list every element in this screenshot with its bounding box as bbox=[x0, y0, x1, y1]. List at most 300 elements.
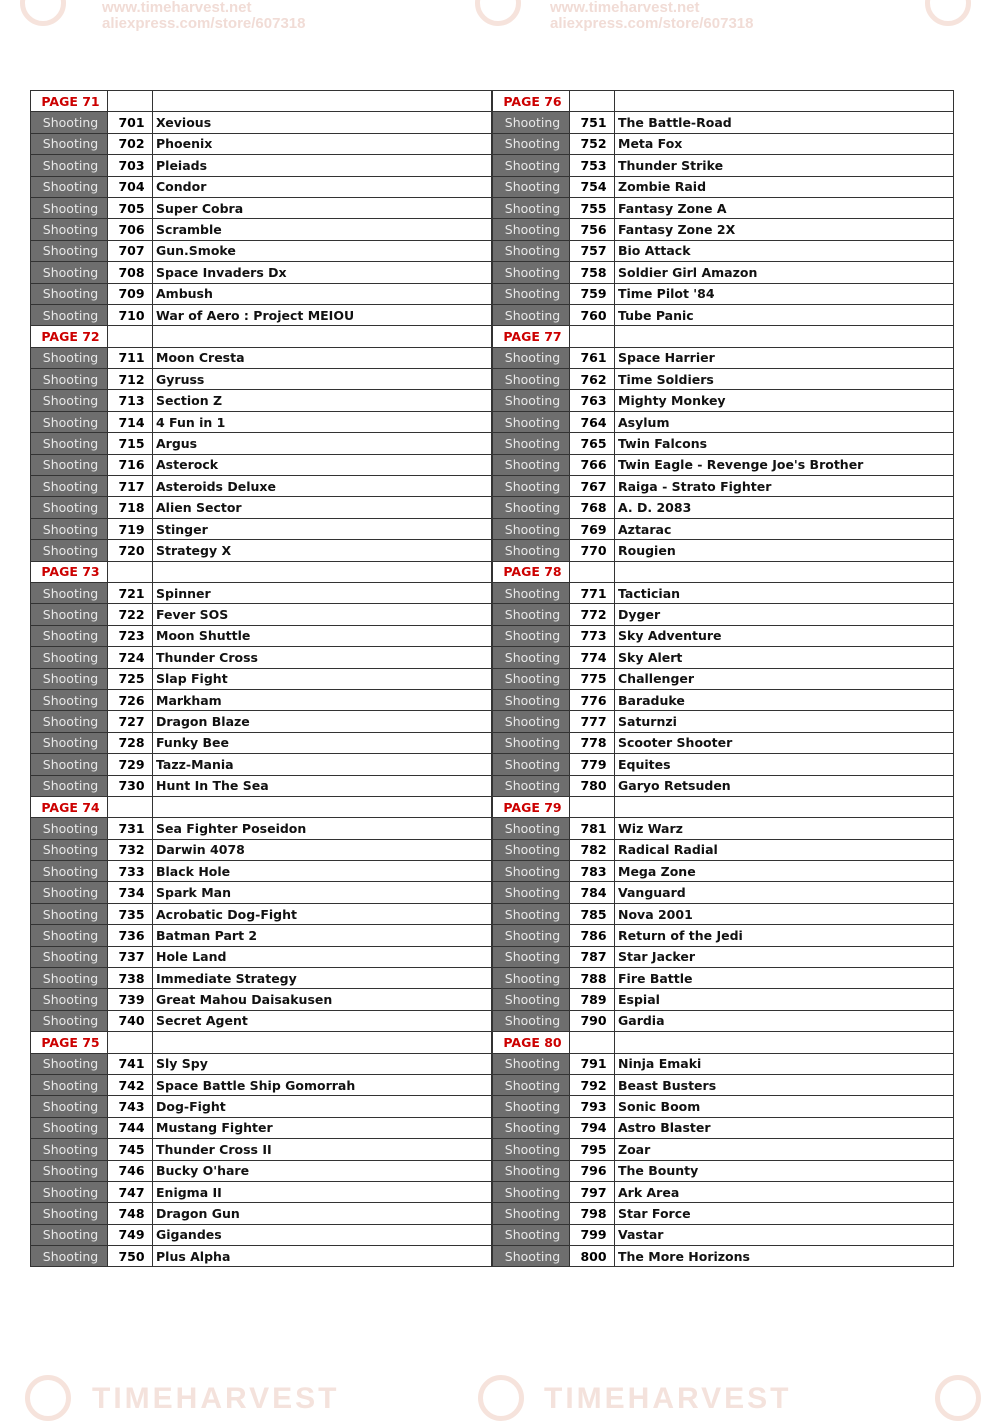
category-cell: Shooting bbox=[31, 1010, 108, 1031]
game-number: 734 bbox=[108, 882, 153, 903]
table-row bbox=[31, 989, 492, 1010]
game-title: Thunder Cross II bbox=[153, 1139, 492, 1160]
empty-cell bbox=[108, 796, 153, 817]
game-title: Xevious bbox=[153, 112, 492, 133]
game-number: 795 bbox=[570, 1139, 615, 1160]
category-cell: Shooting bbox=[31, 754, 108, 775]
table-row bbox=[493, 240, 954, 261]
page-label: PAGE 72 bbox=[31, 326, 108, 347]
game-number: 716 bbox=[108, 454, 153, 475]
game-title: Radical Radial bbox=[615, 839, 954, 860]
category-cell: Shooting bbox=[31, 176, 108, 197]
table-row bbox=[31, 390, 492, 411]
category-cell: Shooting bbox=[493, 968, 570, 989]
table-row bbox=[31, 775, 492, 796]
game-number: 717 bbox=[108, 476, 153, 497]
game-title: Baraduke bbox=[615, 689, 954, 710]
game-number: 776 bbox=[570, 689, 615, 710]
game-title: Condor bbox=[153, 176, 492, 197]
game-title: Mighty Monkey bbox=[615, 390, 954, 411]
table-row bbox=[31, 454, 492, 475]
watermark-url: www.timeharvest.net aliexpress.com/store/607318 bbox=[550, 0, 754, 32]
table-row bbox=[493, 476, 954, 497]
game-title: Darwin 4078 bbox=[153, 839, 492, 860]
table-row bbox=[31, 1160, 492, 1181]
game-number: 745 bbox=[108, 1139, 153, 1160]
game-list-container bbox=[30, 90, 954, 1267]
game-number: 759 bbox=[570, 283, 615, 304]
table-row bbox=[493, 818, 954, 839]
game-title: Gun.Smoke bbox=[153, 240, 492, 261]
table-row bbox=[31, 347, 492, 368]
game-number: 721 bbox=[108, 582, 153, 603]
game-number: 783 bbox=[570, 861, 615, 882]
game-number: 758 bbox=[570, 262, 615, 283]
table-row bbox=[31, 732, 492, 753]
game-title: Spinner bbox=[153, 582, 492, 603]
category-cell: Shooting bbox=[31, 839, 108, 860]
game-title: Thunder Cross bbox=[153, 647, 492, 668]
game-title: Time Pilot '84 bbox=[615, 283, 954, 304]
table-row bbox=[31, 1224, 492, 1245]
game-title: Twin Eagle - Revenge Joe's Brother bbox=[615, 454, 954, 475]
table-row bbox=[493, 1010, 954, 1031]
game-title: Tactician bbox=[615, 582, 954, 603]
empty-cell bbox=[570, 91, 615, 112]
table-row bbox=[31, 689, 492, 710]
category-cell: Shooting bbox=[31, 411, 108, 432]
game-number: 732 bbox=[108, 839, 153, 860]
game-number: 720 bbox=[108, 540, 153, 561]
table-row bbox=[31, 1010, 492, 1031]
category-cell: Shooting bbox=[31, 1139, 108, 1160]
game-title: Nova 2001 bbox=[615, 903, 954, 924]
game-number: 788 bbox=[570, 968, 615, 989]
page-label: PAGE 78 bbox=[493, 561, 570, 582]
empty-cell bbox=[570, 561, 615, 582]
category-cell: Shooting bbox=[493, 989, 570, 1010]
table-row bbox=[493, 582, 954, 603]
game-number: 704 bbox=[108, 176, 153, 197]
table-row bbox=[493, 946, 954, 967]
game-title: Gigandes bbox=[153, 1224, 492, 1245]
table-row bbox=[493, 369, 954, 390]
category-cell: Shooting bbox=[31, 989, 108, 1010]
game-title: Zombie Raid bbox=[615, 176, 954, 197]
game-number: 741 bbox=[108, 1053, 153, 1074]
category-cell: Shooting bbox=[493, 882, 570, 903]
page-header-row bbox=[31, 796, 492, 817]
table-row bbox=[493, 925, 954, 946]
game-number: 757 bbox=[570, 240, 615, 261]
game-title: Aztarac bbox=[615, 518, 954, 539]
game-number: 768 bbox=[570, 497, 615, 518]
game-number: 786 bbox=[570, 925, 615, 946]
game-number: 792 bbox=[570, 1074, 615, 1095]
category-cell: Shooting bbox=[31, 476, 108, 497]
category-cell: Shooting bbox=[493, 411, 570, 432]
category-cell: Shooting bbox=[493, 1074, 570, 1095]
category-cell: Shooting bbox=[493, 304, 570, 325]
game-number: 771 bbox=[570, 582, 615, 603]
empty-cell bbox=[108, 561, 153, 582]
game-title: Space Invaders Dx bbox=[153, 262, 492, 283]
game-title: Section Z bbox=[153, 390, 492, 411]
game-title: Zoar bbox=[615, 1139, 954, 1160]
table-row bbox=[493, 968, 954, 989]
game-number: 719 bbox=[108, 518, 153, 539]
category-cell: Shooting bbox=[31, 1246, 108, 1267]
table-row bbox=[31, 861, 492, 882]
game-number: 738 bbox=[108, 968, 153, 989]
table-row bbox=[31, 1139, 492, 1160]
game-title: Dragon Gun bbox=[153, 1203, 492, 1224]
category-cell: Shooting bbox=[31, 1224, 108, 1245]
category-cell: Shooting bbox=[31, 647, 108, 668]
category-cell: Shooting bbox=[31, 903, 108, 924]
game-number: 766 bbox=[570, 454, 615, 475]
game-number: 749 bbox=[108, 1224, 153, 1245]
game-number: 772 bbox=[570, 604, 615, 625]
game-number: 701 bbox=[108, 112, 153, 133]
game-title: Return of the Jedi bbox=[615, 925, 954, 946]
game-title: Asylum bbox=[615, 411, 954, 432]
table-row bbox=[493, 1181, 954, 1202]
category-cell: Shooting bbox=[493, 197, 570, 218]
empty-cell bbox=[615, 91, 954, 112]
game-number: 712 bbox=[108, 369, 153, 390]
table-row bbox=[31, 433, 492, 454]
table-row bbox=[31, 625, 492, 646]
game-title: Equites bbox=[615, 754, 954, 775]
page-label: PAGE 73 bbox=[31, 561, 108, 582]
category-cell: Shooting bbox=[31, 262, 108, 283]
game-number: 710 bbox=[108, 304, 153, 325]
table-row bbox=[493, 112, 954, 133]
game-number: 764 bbox=[570, 411, 615, 432]
table-row bbox=[31, 411, 492, 432]
game-title: Challenger bbox=[615, 668, 954, 689]
game-number: 781 bbox=[570, 818, 615, 839]
game-title: Bio Attack bbox=[615, 240, 954, 261]
category-cell: Shooting bbox=[493, 818, 570, 839]
category-cell: Shooting bbox=[493, 1139, 570, 1160]
table-row bbox=[493, 1117, 954, 1138]
game-number: 767 bbox=[570, 476, 615, 497]
category-cell: Shooting bbox=[493, 1117, 570, 1138]
empty-cell bbox=[615, 326, 954, 347]
game-title: Astro Blaster bbox=[615, 1117, 954, 1138]
table-row bbox=[493, 754, 954, 775]
page-label: PAGE 74 bbox=[31, 796, 108, 817]
table-row bbox=[493, 668, 954, 689]
category-cell: Shooting bbox=[493, 647, 570, 668]
game-number: 800 bbox=[570, 1246, 615, 1267]
table-row bbox=[31, 668, 492, 689]
game-title: Tube Panic bbox=[615, 304, 954, 325]
table-row bbox=[493, 518, 954, 539]
category-cell: Shooting bbox=[31, 882, 108, 903]
game-number: 729 bbox=[108, 754, 153, 775]
category-cell: Shooting bbox=[493, 604, 570, 625]
game-title: Meta Fox bbox=[615, 133, 954, 154]
game-title: Fever SOS bbox=[153, 604, 492, 625]
game-number: 739 bbox=[108, 989, 153, 1010]
table-row bbox=[31, 711, 492, 732]
category-cell: Shooting bbox=[493, 240, 570, 261]
category-cell: Shooting bbox=[493, 754, 570, 775]
game-title: Vastar bbox=[615, 1224, 954, 1245]
game-title: Sly Spy bbox=[153, 1053, 492, 1074]
table-row bbox=[493, 176, 954, 197]
game-title: Argus bbox=[153, 433, 492, 454]
game-title: Dyger bbox=[615, 604, 954, 625]
game-number: 727 bbox=[108, 711, 153, 732]
category-cell: Shooting bbox=[31, 689, 108, 710]
category-cell: Shooting bbox=[493, 1246, 570, 1267]
table-row bbox=[31, 839, 492, 860]
category-cell: Shooting bbox=[31, 1117, 108, 1138]
table-row bbox=[493, 689, 954, 710]
category-cell: Shooting bbox=[31, 1053, 108, 1074]
game-title: Scramble bbox=[153, 219, 492, 240]
category-cell: Shooting bbox=[31, 668, 108, 689]
game-number: 763 bbox=[570, 390, 615, 411]
page-label: PAGE 75 bbox=[31, 1032, 108, 1053]
table-row bbox=[31, 1203, 492, 1224]
table-row bbox=[493, 540, 954, 561]
game-number: 747 bbox=[108, 1181, 153, 1202]
table-row bbox=[31, 882, 492, 903]
category-cell: Shooting bbox=[493, 925, 570, 946]
game-number: 785 bbox=[570, 903, 615, 924]
table-row bbox=[493, 411, 954, 432]
category-cell: Shooting bbox=[31, 112, 108, 133]
watermark-logo-icon bbox=[935, 1375, 981, 1421]
category-cell: Shooting bbox=[31, 1074, 108, 1095]
empty-cell bbox=[153, 326, 492, 347]
watermark-url: www.timeharvest.net aliexpress.com/store/607318 bbox=[102, 0, 306, 32]
game-number: 731 bbox=[108, 818, 153, 839]
game-title: Ark Area bbox=[615, 1181, 954, 1202]
category-cell: Shooting bbox=[493, 1010, 570, 1031]
game-number: 789 bbox=[570, 989, 615, 1010]
category-cell: Shooting bbox=[493, 903, 570, 924]
table-row bbox=[31, 903, 492, 924]
game-title: Moon Cresta bbox=[153, 347, 492, 368]
game-title: Soldier Girl Amazon bbox=[615, 262, 954, 283]
game-title: Star Jacker bbox=[615, 946, 954, 967]
table-row bbox=[31, 155, 492, 176]
game-number: 723 bbox=[108, 625, 153, 646]
game-number: 708 bbox=[108, 262, 153, 283]
game-number: 750 bbox=[108, 1246, 153, 1267]
page-label: PAGE 76 bbox=[493, 91, 570, 112]
game-number: 703 bbox=[108, 155, 153, 176]
category-cell: Shooting bbox=[493, 155, 570, 176]
page-header-row bbox=[493, 561, 954, 582]
empty-cell bbox=[108, 326, 153, 347]
category-cell: Shooting bbox=[31, 283, 108, 304]
table-row bbox=[493, 1203, 954, 1224]
table-row bbox=[31, 240, 492, 261]
table-row bbox=[31, 1181, 492, 1202]
game-title: War of Aero : Project MEIOU bbox=[153, 304, 492, 325]
table-row bbox=[493, 1139, 954, 1160]
table-row bbox=[493, 647, 954, 668]
table-row bbox=[493, 454, 954, 475]
game-number: 782 bbox=[570, 839, 615, 860]
category-cell: Shooting bbox=[493, 1181, 570, 1202]
category-cell: Shooting bbox=[493, 347, 570, 368]
game-title: Asteroids Deluxe bbox=[153, 476, 492, 497]
category-cell: Shooting bbox=[31, 454, 108, 475]
game-number: 718 bbox=[108, 497, 153, 518]
game-number: 743 bbox=[108, 1096, 153, 1117]
category-cell: Shooting bbox=[31, 1181, 108, 1202]
empty-cell bbox=[108, 91, 153, 112]
table-row bbox=[493, 197, 954, 218]
category-cell: Shooting bbox=[493, 133, 570, 154]
category-cell: Shooting bbox=[31, 433, 108, 454]
game-number: 706 bbox=[108, 219, 153, 240]
category-cell: Shooting bbox=[31, 711, 108, 732]
game-number: 744 bbox=[108, 1117, 153, 1138]
category-cell: Shooting bbox=[31, 390, 108, 411]
game-number: 705 bbox=[108, 197, 153, 218]
category-cell: Shooting bbox=[493, 433, 570, 454]
category-cell: Shooting bbox=[493, 518, 570, 539]
table-row bbox=[31, 754, 492, 775]
game-title: Phoenix bbox=[153, 133, 492, 154]
game-number: 707 bbox=[108, 240, 153, 261]
game-number: 777 bbox=[570, 711, 615, 732]
game-title: Beast Busters bbox=[615, 1074, 954, 1095]
empty-cell bbox=[570, 796, 615, 817]
game-number: 722 bbox=[108, 604, 153, 625]
game-title: Space Harrier bbox=[615, 347, 954, 368]
game-title: Mega Zone bbox=[615, 861, 954, 882]
category-cell: Shooting bbox=[31, 540, 108, 561]
game-title: Gyruss bbox=[153, 369, 492, 390]
game-table-left bbox=[30, 90, 492, 1267]
page-label: PAGE 79 bbox=[493, 796, 570, 817]
table-row bbox=[493, 1246, 954, 1267]
watermark-logo-icon bbox=[20, 0, 66, 26]
table-row bbox=[31, 968, 492, 989]
game-title: Dog-Fight bbox=[153, 1096, 492, 1117]
category-cell: Shooting bbox=[31, 1160, 108, 1181]
category-cell: Shooting bbox=[493, 732, 570, 753]
game-title: Bucky O'hare bbox=[153, 1160, 492, 1181]
table-row bbox=[493, 1096, 954, 1117]
page-label: PAGE 80 bbox=[493, 1032, 570, 1053]
game-title: Hole Land bbox=[153, 946, 492, 967]
game-number: 775 bbox=[570, 668, 615, 689]
table-row bbox=[493, 497, 954, 518]
page-header-row bbox=[31, 561, 492, 582]
game-number: 709 bbox=[108, 283, 153, 304]
category-cell: Shooting bbox=[493, 861, 570, 882]
game-number: 793 bbox=[570, 1096, 615, 1117]
category-cell: Shooting bbox=[493, 1053, 570, 1074]
category-cell: Shooting bbox=[493, 476, 570, 497]
category-cell: Shooting bbox=[31, 775, 108, 796]
game-title: Markham bbox=[153, 689, 492, 710]
watermark-logo-icon bbox=[478, 1375, 524, 1421]
category-cell: Shooting bbox=[493, 390, 570, 411]
category-cell: Shooting bbox=[493, 112, 570, 133]
game-number: 754 bbox=[570, 176, 615, 197]
table-row bbox=[493, 903, 954, 924]
game-number: 728 bbox=[108, 732, 153, 753]
category-cell: Shooting bbox=[493, 582, 570, 603]
game-number: 787 bbox=[570, 946, 615, 967]
game-number: 755 bbox=[570, 197, 615, 218]
category-cell: Shooting bbox=[493, 711, 570, 732]
category-cell: Shooting bbox=[493, 946, 570, 967]
game-title: Slap Fight bbox=[153, 668, 492, 689]
category-cell: Shooting bbox=[493, 625, 570, 646]
game-title: Raiga - Strato Fighter bbox=[615, 476, 954, 497]
category-cell: Shooting bbox=[31, 497, 108, 518]
table-row bbox=[493, 604, 954, 625]
game-number: 790 bbox=[570, 1010, 615, 1031]
empty-cell bbox=[108, 1032, 153, 1053]
table-row bbox=[31, 133, 492, 154]
game-title: Space Battle Ship Gomorrah bbox=[153, 1074, 492, 1095]
game-number: 713 bbox=[108, 390, 153, 411]
table-row bbox=[31, 1117, 492, 1138]
game-title: Moon Shuttle bbox=[153, 625, 492, 646]
table-row bbox=[493, 1160, 954, 1181]
game-title: A. D. 2083 bbox=[615, 497, 954, 518]
game-number: 726 bbox=[108, 689, 153, 710]
game-title: Mustang Fighter bbox=[153, 1117, 492, 1138]
table-row bbox=[493, 390, 954, 411]
category-cell: Shooting bbox=[31, 369, 108, 390]
game-number: 711 bbox=[108, 347, 153, 368]
game-title: Spark Man bbox=[153, 882, 492, 903]
game-title: Sonic Boom bbox=[615, 1096, 954, 1117]
category-cell: Shooting bbox=[31, 155, 108, 176]
page-header-row bbox=[31, 91, 492, 112]
category-cell: Shooting bbox=[31, 925, 108, 946]
game-title: Dragon Blaze bbox=[153, 711, 492, 732]
game-number: 779 bbox=[570, 754, 615, 775]
category-cell: Shooting bbox=[493, 454, 570, 475]
category-cell: Shooting bbox=[493, 262, 570, 283]
category-cell: Shooting bbox=[493, 1096, 570, 1117]
game-number: 798 bbox=[570, 1203, 615, 1224]
game-title: Plus Alpha bbox=[153, 1246, 492, 1267]
game-title: Gardia bbox=[615, 1010, 954, 1031]
game-number: 702 bbox=[108, 133, 153, 154]
empty-cell bbox=[570, 326, 615, 347]
table-row bbox=[493, 283, 954, 304]
game-title: Garyo Retsuden bbox=[615, 775, 954, 796]
game-number: 752 bbox=[570, 133, 615, 154]
page-header-row bbox=[493, 796, 954, 817]
game-title: Tazz-Mania bbox=[153, 754, 492, 775]
table-row bbox=[31, 219, 492, 240]
game-number: 778 bbox=[570, 732, 615, 753]
category-cell: Shooting bbox=[493, 775, 570, 796]
game-title: Ambush bbox=[153, 283, 492, 304]
game-number: 762 bbox=[570, 369, 615, 390]
category-cell: Shooting bbox=[31, 968, 108, 989]
category-cell: Shooting bbox=[31, 133, 108, 154]
